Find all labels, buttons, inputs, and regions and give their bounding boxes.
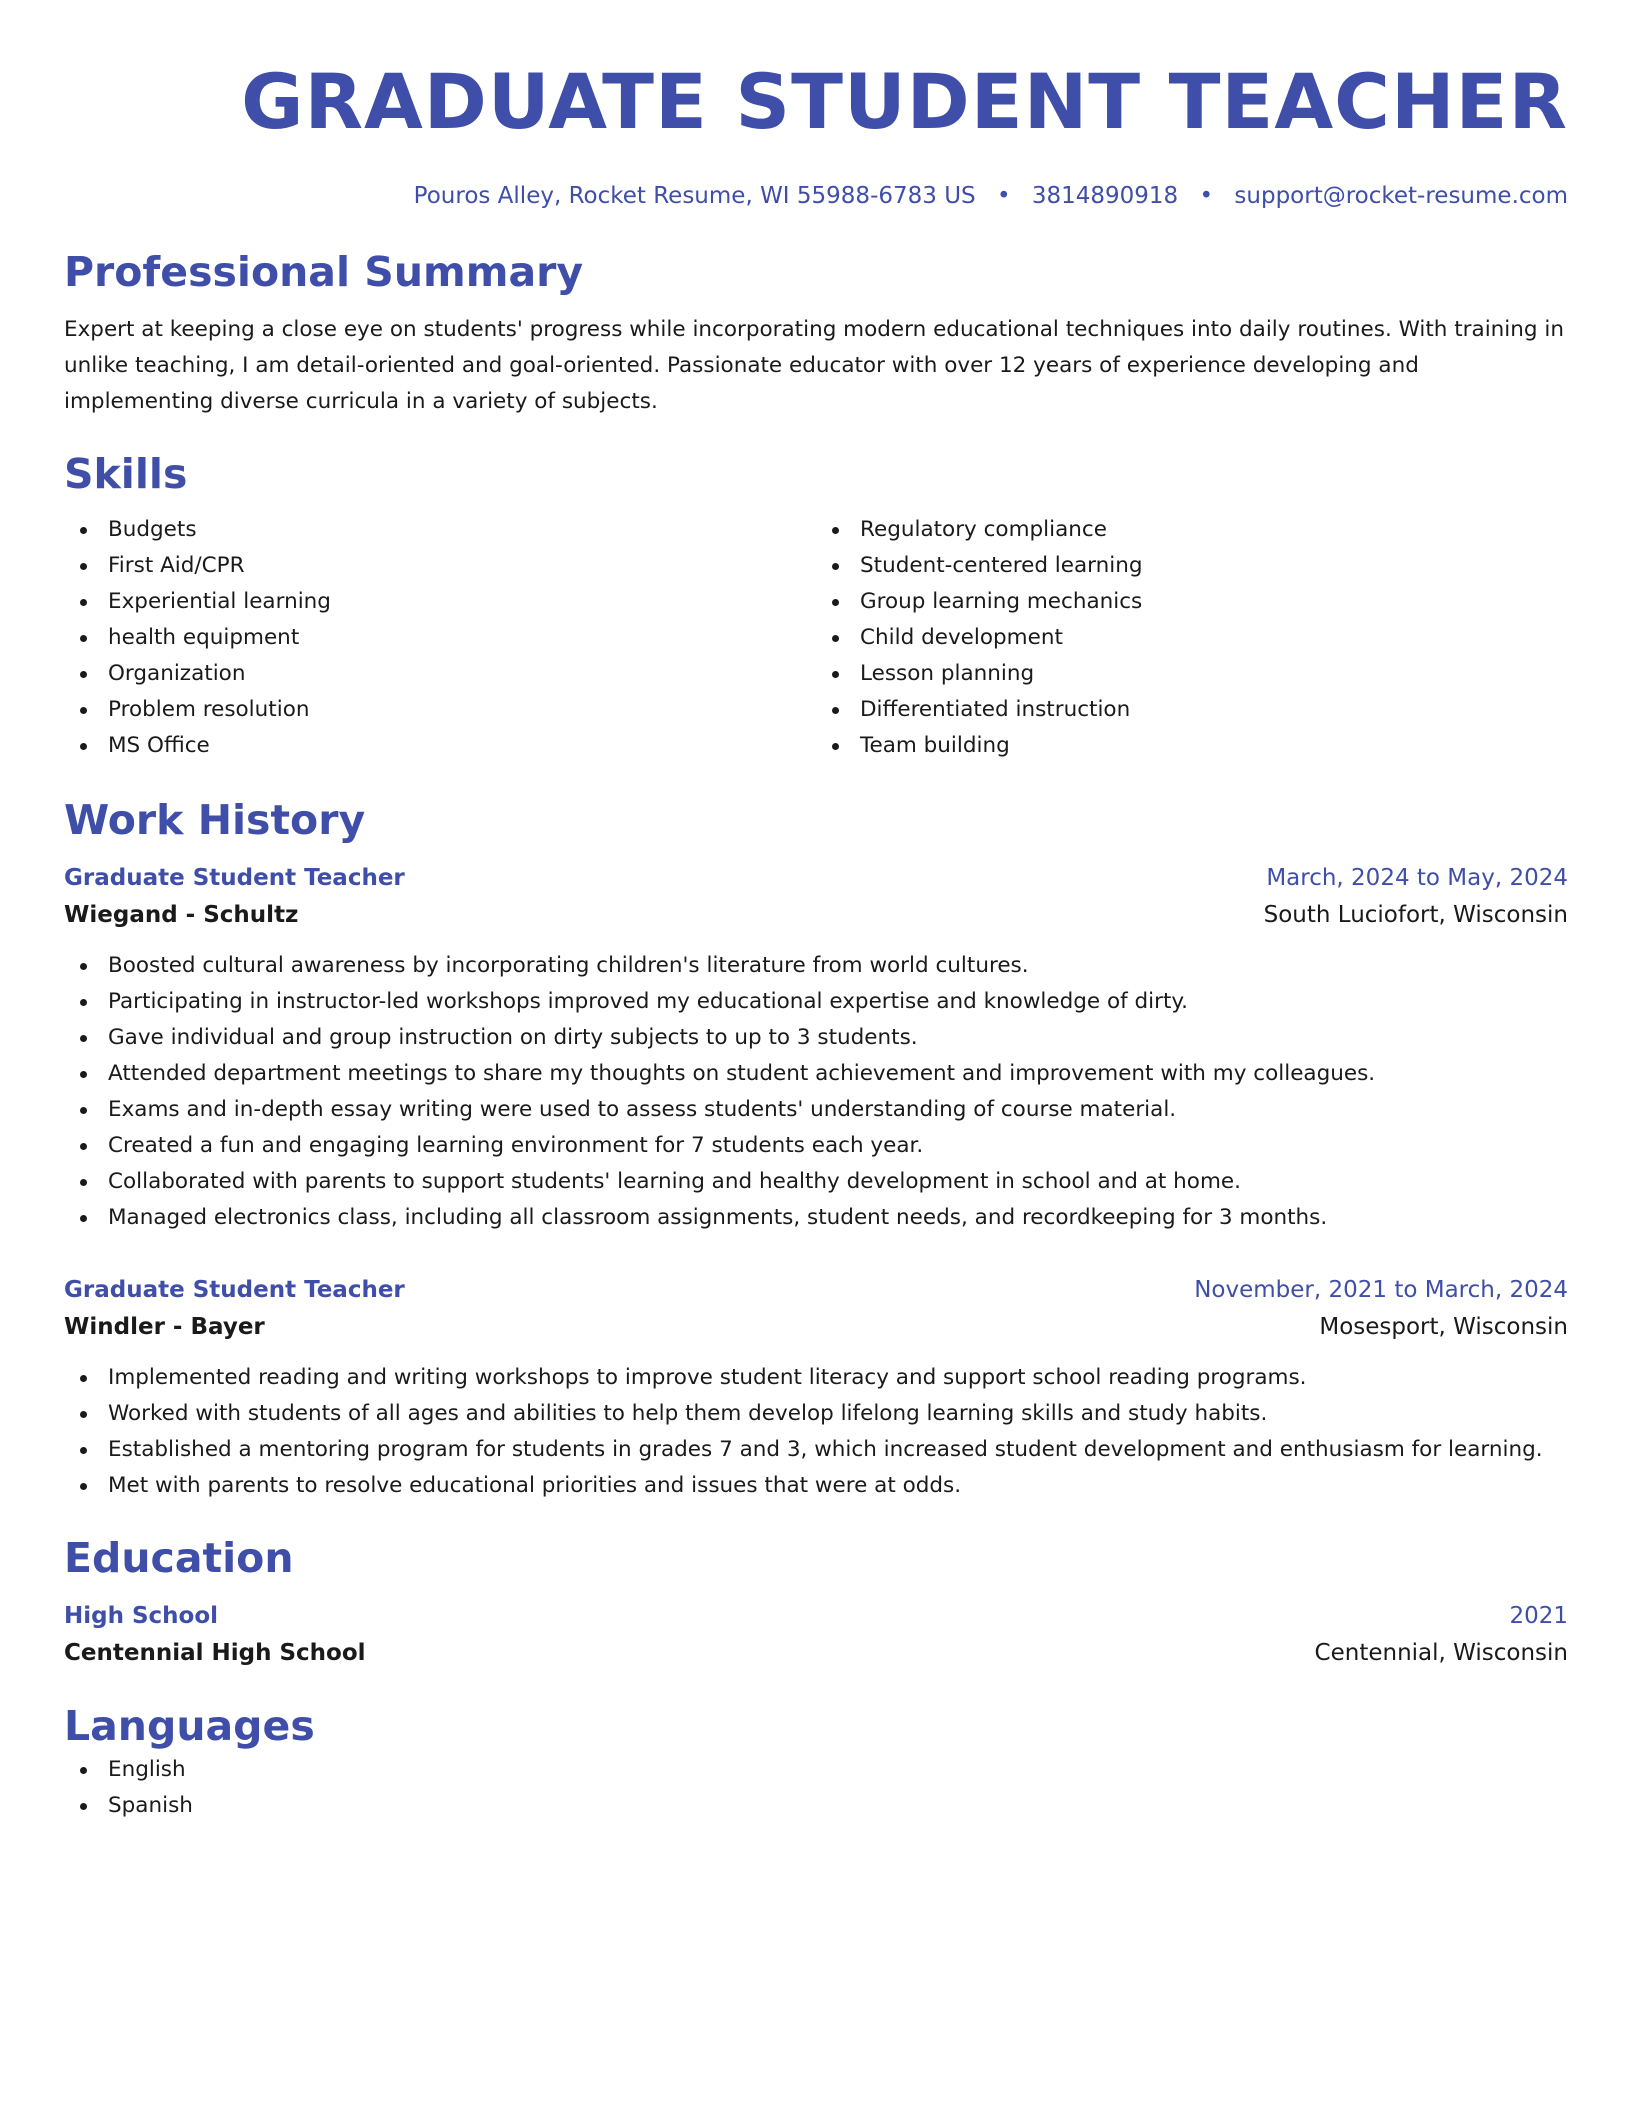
languages-list xyxy=(64,1752,1568,1824)
job-bullet: Gave individual and group instruction on dirty subjects to up to 3 students. xyxy=(64,1020,1568,1056)
job-title-row xyxy=(64,860,1568,896)
skill-item: Organization xyxy=(64,656,816,692)
skills-column-left xyxy=(64,512,816,764)
language-item: Spanish xyxy=(64,1788,1568,1824)
work-history-heading: Work History xyxy=(64,796,366,844)
skill-item: First Aid/CPR xyxy=(64,548,816,584)
skill-item: Team building xyxy=(816,728,1568,764)
education-location: Centennial, Wisconsin xyxy=(1314,1640,1568,1666)
job-bullets xyxy=(64,948,1568,1236)
job-bullet: Established a mentoring program for students in grades 7 and 3, which increased student development and enthusiasm for learning. xyxy=(64,1432,1568,1468)
job-title-row xyxy=(64,1272,1568,1308)
resume-name: GRADUATE STUDENT TEACHER xyxy=(241,57,1568,146)
skill-item: Student-centered learning xyxy=(816,548,1568,584)
contact-line xyxy=(64,180,1568,212)
job-bullet: Participating in instructor-led workshops improved my educational expertise and knowledge of dirty. xyxy=(64,984,1568,1020)
education-school-row xyxy=(64,1634,1568,1672)
skills-list-right xyxy=(816,512,1568,764)
job-bullet: Attended department meetings to share my thoughts on student achievement and improvement with my colleagues. xyxy=(64,1056,1568,1092)
education-year: 2021 xyxy=(1509,1603,1568,1629)
job-employer: Windler - Bayer xyxy=(64,1314,265,1340)
job-bullet: Boosted cultural awareness by incorporating children's literature from world cultures. xyxy=(64,948,1568,984)
job-dates: March, 2024 to May, 2024 xyxy=(1266,865,1568,891)
skill-item: Budgets xyxy=(64,512,816,548)
job-entry xyxy=(64,1272,1568,1504)
summary-text: Expert at keeping a close eye on students' progress while incorporating modern educational techniques into daily routines. With training in unlike teaching, I am detail-oriented and goal-oriented. Passionate educator with over 12 years of experience developing and implementing diverse curricula in a variety of subjects. xyxy=(64,317,1564,414)
job-location: South Luciofort, Wisconsin xyxy=(1263,902,1568,928)
skills-grid xyxy=(64,512,1568,764)
languages-heading: Languages xyxy=(64,1702,315,1750)
education-degree: High School xyxy=(64,1603,219,1629)
job-title: Graduate Student Teacher xyxy=(64,865,405,891)
job-dates: November, 2021 to March, 2024 xyxy=(1194,1277,1568,1303)
skill-item: Experiential learning xyxy=(64,584,816,620)
job-bullet: Collaborated with parents to support students' learning and healthy development in school and at home. xyxy=(64,1164,1568,1200)
skills-heading: Skills xyxy=(64,450,188,498)
job-location: Mosesport, Wisconsin xyxy=(1319,1314,1568,1340)
contact-separator: • xyxy=(1199,183,1214,209)
job-entry xyxy=(64,860,1568,1236)
skill-item: Regulatory compliance xyxy=(816,512,1568,548)
language-item: English xyxy=(64,1752,1568,1788)
skill-item: Group learning mechanics xyxy=(816,584,1568,620)
skills-column-right xyxy=(816,512,1568,764)
contact-email: support@rocket-resume.com xyxy=(1234,183,1568,209)
job-bullet: Met with parents to resolve educational priorities and issues that were at odds. xyxy=(64,1468,1568,1504)
education-entry xyxy=(64,1598,1568,1672)
job-bullets xyxy=(64,1360,1568,1504)
skill-item: Differentiated instruction xyxy=(816,692,1568,728)
skills-list-left xyxy=(64,512,816,764)
job-bullet: Implemented reading and writing workshops to improve student literacy and support school reading programs. xyxy=(64,1360,1568,1396)
education-school: Centennial High School xyxy=(64,1640,366,1666)
job-title: Graduate Student Teacher xyxy=(64,1277,405,1303)
job-employer-row xyxy=(64,896,1568,934)
job-bullet: Created a fun and engaging learning environment for 7 students each year. xyxy=(64,1128,1568,1164)
skill-item: health equipment xyxy=(64,620,816,656)
skill-item: MS Office xyxy=(64,728,816,764)
resume-header xyxy=(64,0,1568,212)
job-bullet: Exams and in-depth essay writing were used to assess students' understanding of course material. xyxy=(64,1092,1568,1128)
contact-separator: • xyxy=(996,183,1011,209)
skill-item: Problem resolution xyxy=(64,692,816,728)
skill-item: Child development xyxy=(816,620,1568,656)
contact-phone: 3814890918 xyxy=(1031,183,1179,209)
contact-address: Pouros Alley, Rocket Resume, WI 55988-6783 US xyxy=(413,183,976,209)
job-bullet: Managed electronics class, including all classroom assignments, student needs, and recordkeeping for 3 months. xyxy=(64,1200,1568,1236)
education-degree-row xyxy=(64,1598,1568,1634)
summary-heading: Professional Summary xyxy=(64,248,584,296)
job-employer: Wiegand - Schultz xyxy=(64,902,299,928)
job-bullet: Worked with students of all ages and abilities to help them develop lifelong learning skills and study habits. xyxy=(64,1396,1568,1432)
education-heading: Education xyxy=(64,1534,294,1582)
job-employer-row xyxy=(64,1308,1568,1346)
skill-item: Lesson planning xyxy=(816,656,1568,692)
